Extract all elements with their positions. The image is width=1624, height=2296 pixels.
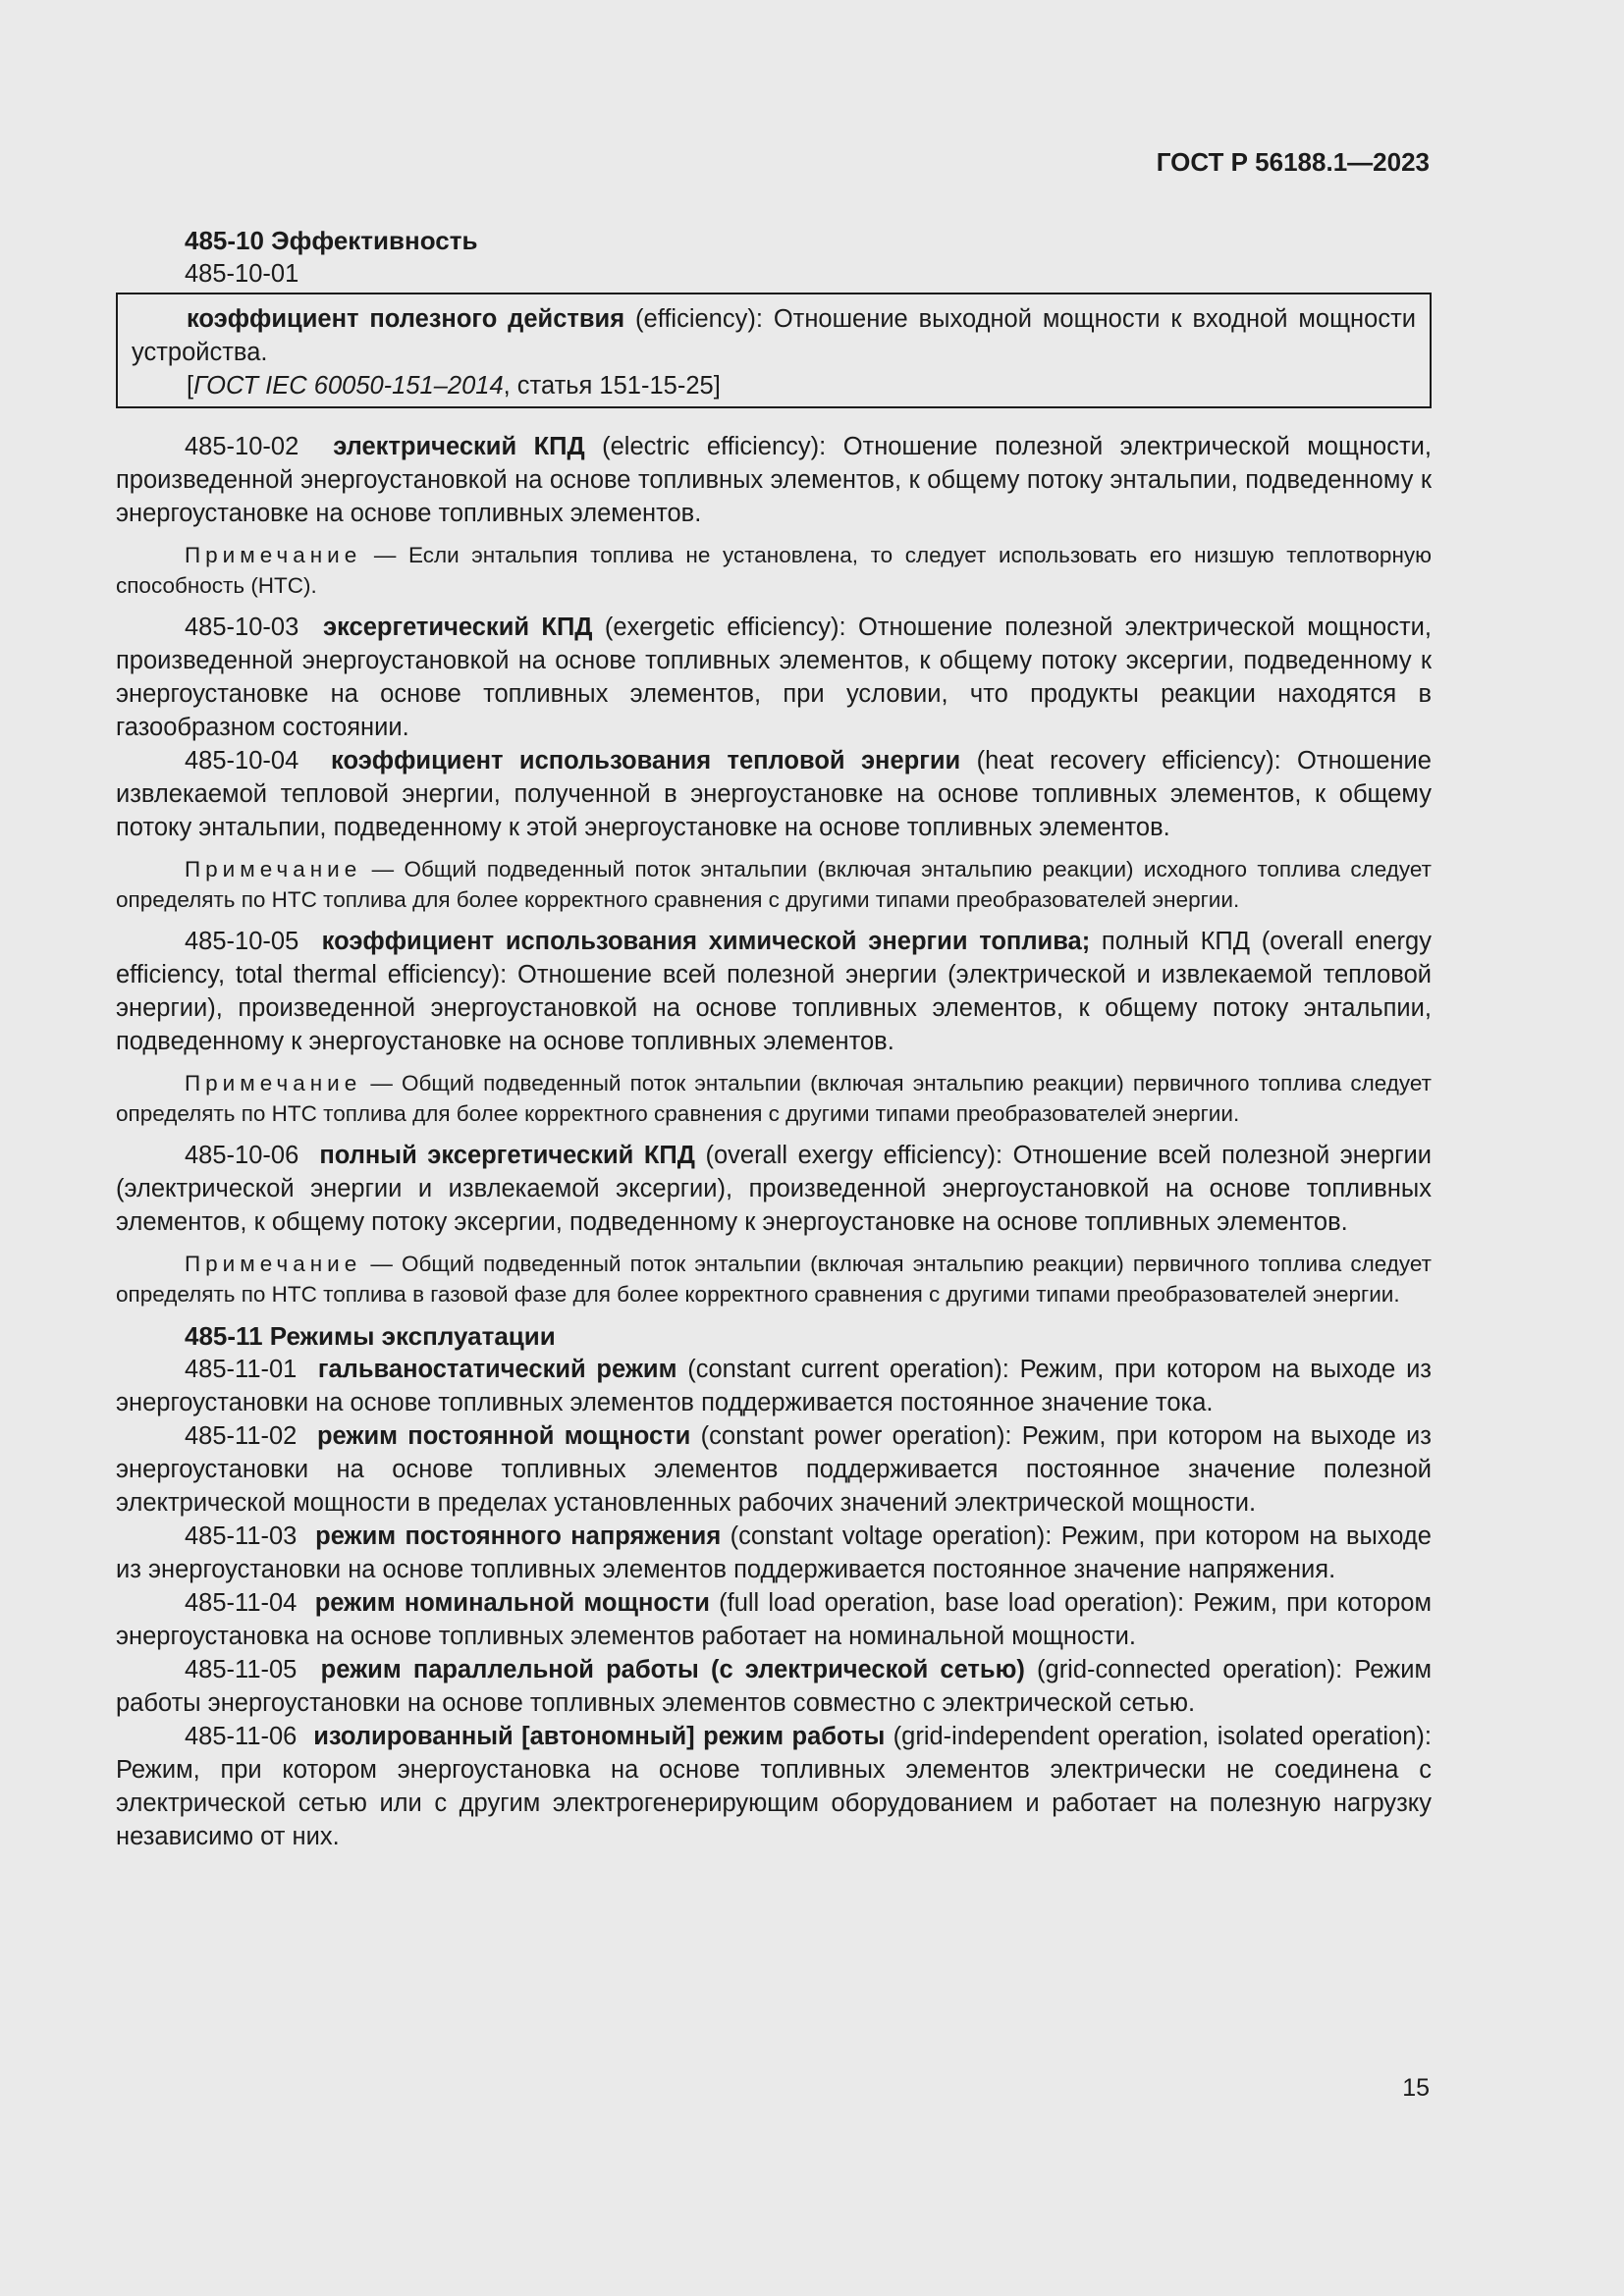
reference: [ГОСТ IEC 60050-151–2014, статья 151-15-25] xyxy=(187,372,721,400)
section-heading-485-11: 485-11 Режимы эксплуатации xyxy=(185,1321,556,1351)
term-name: эксергетический КПД xyxy=(323,614,593,641)
page-number: 15 xyxy=(1402,2074,1430,2102)
note-label: Примечание xyxy=(185,1252,362,1276)
definition-485-10-01 xyxy=(132,302,1416,369)
section-heading-485-10: 485-10 Эффективность xyxy=(185,226,478,255)
note-label: Примечание xyxy=(185,1071,362,1095)
term-name: коэффициент полезного действия xyxy=(187,305,625,333)
document-body xyxy=(116,224,1432,1853)
reference-document: ГОСТ IEC 60050-151–2014 xyxy=(193,372,504,400)
definition-485-10-04: 485-10-04 коэффициент использования тепловой энергии (heat recovery efficiency): Отношение извлекаемой тепловой энергии, полученной в энергоустановке на основе топливных элементов, к общему потоку энтальпии, подведенному к этой энергоустановке на основе топливных элементов. xyxy=(116,747,1432,841)
term-name: коэффициент использования тепловой энергии xyxy=(331,747,961,774)
document-code: ГОСТ Р 56188.1—2023 xyxy=(1156,147,1430,177)
note-485-10-05: Примечание — Общий подведенный поток энтальпии (включая энтальпию реакции) первичного топлива следует определять по НТС топлива для более корректного сравнения с другими типами преобразователей энергии. xyxy=(116,1071,1432,1126)
definition-text: (efficiency): Отношение выходной мощности к входной мощности устройства. xyxy=(132,305,1416,366)
term-name: гальваностатический режим xyxy=(317,1356,677,1383)
note-label: Примечание xyxy=(185,543,362,567)
definition-485-11-02: 485-11-02 режим постоянной мощности (constant power operation): Режим, при котором на выходе из энергоустановки на основе топливных элементов поддерживается постоянное значение полезной электрической мощности в пределах установленных рабочих значений электрической мощности. xyxy=(116,1422,1432,1517)
definition-485-10-02: 485-10-02 электрический КПД (electric efficiency): Отношение полезной электрической мощности, произведенной энергоустановкой на основе топливных элементов, к общему потоку энтальпии, подведенному к энергоустановке на основе топливных элементов. xyxy=(116,433,1432,527)
boxed-definition xyxy=(116,293,1432,408)
note-485-10-04: Примечание — Общий подведенный поток энтальпии (включая энтальпию реакции) исходного топлива следует определять по НТС топлива для более корректного сравнения с другими типами преобразователей энергии. xyxy=(116,857,1432,912)
definition-485-10-06: 485-10-06 полный эксергетический КПД (overall exergy efficiency): Отношение всей полезной энергии (электрической энергии и извлекаемой эксергии), произведенной энергоустановкой на основе топливных элементов, к общему потоку эксергии, подведенному к энергоустановке на основе топливных элементов. xyxy=(116,1142,1432,1236)
term-name: режим параллельной работы (с электрической сетью) xyxy=(320,1656,1025,1683)
term-name: коэффициент использования химической энергии топлива; xyxy=(321,928,1091,955)
definition-485-11-01: 485-11-01 гальваностатический режим (constant current operation): Режим, при котором на выходе из энергоустановки на основе топливных элементов поддерживается постоянное значение тока. xyxy=(116,1356,1433,1416)
term-name: режим постоянного напряжения xyxy=(315,1522,722,1550)
definition-485-11-06: 485-11-06 изолированный [автономный] режим работы (grid-independent operation, isolated operation): Режим, при котором энергоустановка на основе топливных элементов электрически не соединена с электрической сетью или с другим электрогенерирующим оборудованием и работает на полезную нагрузку независимо от них. xyxy=(116,1723,1432,1850)
term-code-485-10-01: 485-10-01 xyxy=(185,260,299,288)
term-name: электрический КПД xyxy=(333,433,585,460)
note-485-10-06: Примечание — Общий подведенный поток энтальпии (включая энтальпию реакции) первичного топлива следует определять по НТС топлива в газовой фазе для более корректного сравнения с другими типами преобразователей энергии. xyxy=(116,1252,1432,1307)
term-name: полный эксергетический КПД xyxy=(319,1142,695,1169)
term-name: режим постоянной мощности xyxy=(316,1422,691,1450)
term-name: изолированный [автономный] режим работы xyxy=(313,1723,886,1750)
definition-485-10-03: 485-10-03 эксергетический КПД (exergetic efficiency): Отношение полезной электрической мощности, произведенной энергоустановкой на основе топливных элементов, к общему потоку эксергии, подведенному к энергоустановке на основе топливных элементов, при условии, что продукты реакции находятся в газообразном состоянии. xyxy=(116,614,1433,741)
definition-485-11-04: 485-11-04 режим номинальной мощности (full load operation, base load operation): Режим, при котором энергоустановка на основе топливных элементов работает на номинальной мощности. xyxy=(116,1589,1432,1650)
note-485-10-02: Примечание — Если энтальпия топлива не установлена, то следует использовать его низшую теплотворную способность (НТС). xyxy=(116,543,1432,598)
definition-485-11-03: 485-11-03 режим постоянного напряжения (constant voltage operation): Режим, при котором на выходе из энергоустановки на основе топливных элементов поддерживается постоянное значение напряжения. xyxy=(116,1522,1432,1583)
term-name: режим номинальной мощности xyxy=(314,1589,710,1617)
definition-485-11-05: 485-11-05 режим параллельной работы (с электрической сетью) (grid-connected operation): Режим работы энергоустановки на основе топливных элементов совместно с электрической сетью. xyxy=(116,1656,1432,1717)
definition-485-10-05: 485-10-05 коэффициент использования химической энергии топлива; полный КПД (overall energy efficiency, total thermal efficiency): Отношение всей полезной энергии (электрической и извлекаемой тепловой энергии), произведенной энергоустановкой на основе топливных элементов, к общему потоку энтальпии, подведенному к энергоустановке на основе топливных элементов. xyxy=(116,928,1432,1055)
note-label: Примечание xyxy=(185,857,362,881)
